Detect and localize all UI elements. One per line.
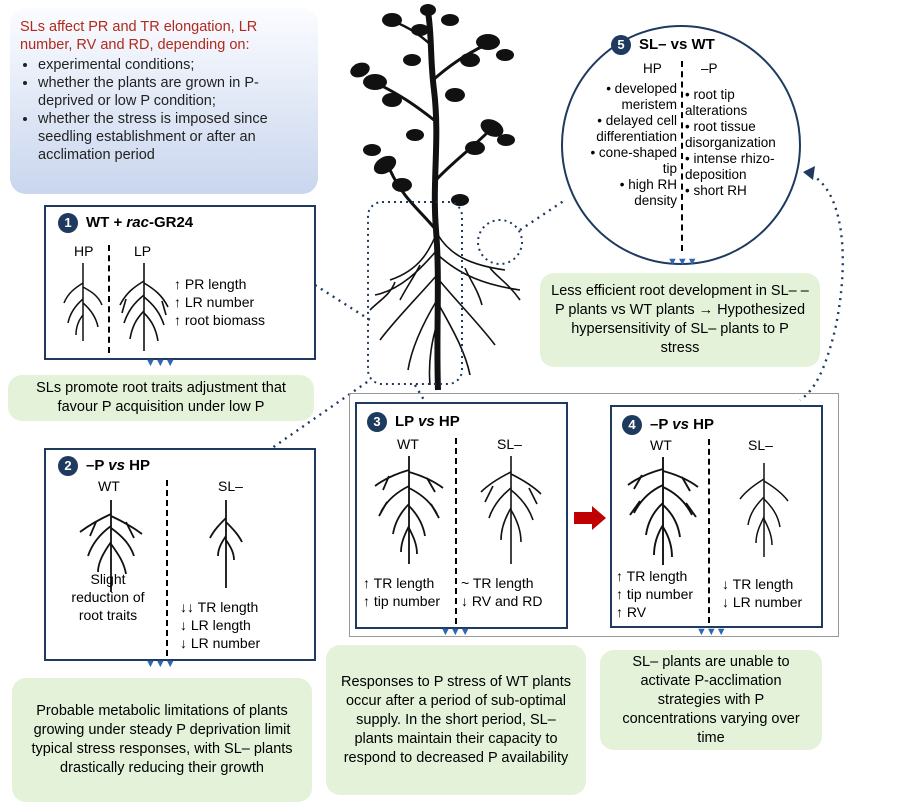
panel-4-col-left: WT [650, 437, 672, 453]
panel-4-left-traits: ↑ TR length ↑ tip number ↑ RV [616, 568, 694, 620]
panel-1 [44, 205, 316, 360]
panel-2-left-traits: Slight reduction of root traits [71, 571, 145, 623]
panel-1-connector: ▼▼▼ [145, 357, 175, 369]
panel-3-right-traits: ~ TR length ↓ RV and RD [461, 575, 543, 609]
panel-2-number: 2 [58, 456, 78, 476]
panel-5-divider [681, 61, 683, 251]
red-arrow-icon [574, 506, 606, 530]
panel-1-traits: ↑ PR length ↑ LR number ↑ root biomass [174, 276, 266, 328]
panel-1-divider [108, 245, 110, 353]
panel-1-lp-root [116, 263, 172, 353]
panel-5-col-left: HP [643, 61, 662, 76]
panel-4-connector: ▼▼▼ [696, 626, 726, 638]
panel-1-col-right: LP [134, 243, 152, 259]
panel-3-connector: ▼▼▼ [440, 626, 470, 638]
panel-1-hp-root [60, 263, 106, 343]
panel-2-summary: Probable metabolic limitations of plants growing under steady P deprivation limit typical stress responses, with SL– plants drastically reducing their growth [12, 678, 312, 802]
intro-bullet: • whether the stress is imposed since seedling establishment or after an acclimation period [38, 110, 308, 164]
panel-4-col-right: SL– [748, 437, 773, 453]
panel-5-summary: Less efficient root development in SL– –P plants vs WT plants → Hypothesized hypersensitivity of SL– plants to P stress [540, 273, 820, 367]
panel-3-number: 3 [367, 412, 387, 432]
panel-4 [610, 405, 823, 628]
panel-3 [355, 402, 568, 629]
panel-1-col-left: HP [74, 243, 94, 259]
panel-2-connector: ▼▼▼ [145, 658, 175, 670]
panel-5-connector: ▼▼▼ [667, 256, 697, 268]
panel-3-divider [455, 438, 457, 624]
panel-4-right-traits: ↓ TR length ↓ LR number [722, 576, 803, 610]
panel-5-col-right: –P [701, 61, 718, 76]
panel-3-title: 3 LP vs HP [367, 412, 460, 432]
panel-1-title: 1 WT + rac-GR24 [58, 213, 193, 233]
panel-3-col-left: WT [397, 436, 419, 452]
panel-4-title: 4 –P vs HP [622, 415, 714, 435]
panel-5-number: 5 [611, 35, 631, 55]
panel-2-col-left: WT [98, 478, 120, 494]
panel-4-wt-root [624, 457, 702, 567]
panel-2-sl-root [206, 500, 246, 590]
panel-3-col-right: SL– [497, 436, 522, 452]
panel-5-right-traits: • root tip alterations • root tissue disorganization • intense rhizo- deposition • short RH [685, 87, 776, 198]
panel-5-circle [561, 25, 801, 265]
panel-3-left-traits: ↑ TR length ↑ tip number [363, 575, 441, 609]
panel-4-summary: SL– plants are unable to activate P-acclimation strategies with P concentrations varying over time [600, 650, 822, 750]
panel-2-divider [166, 480, 168, 656]
intro-heading: SLs affect PR and TR elongation, LR number, RV and RD, depending on: [20, 19, 258, 53]
panel-1-number: 1 [58, 213, 78, 233]
panel-2-col-right: SL– [218, 478, 243, 494]
intro-bullet: • experimental conditions; [38, 56, 308, 74]
panel-1-summary: SLs promote root traits adjustment that favour P acquisition under low P [8, 375, 314, 421]
panel-5-title: 5 SL– vs WT [611, 35, 715, 55]
panel-3-sl-root [473, 456, 549, 566]
panel-4-number: 4 [622, 415, 642, 435]
panel-3-wt-root [371, 456, 447, 566]
panel-2-right-traits: ↓↓ TR length ↓ LR length ↓ LR number [180, 599, 261, 651]
panel-2-title: 2 –P vs HP [58, 456, 150, 476]
panel-3-summary: Responses to P stress of WT plants occur after a period of sub-optimal supply. In the short period, SL– plants maintain their capacity to respond to decreased P availability [326, 645, 586, 795]
panel-4-divider [708, 439, 710, 623]
panel-4-sl-root [734, 463, 794, 559]
panel-5-left-traits: • developed meristem • delayed cell differentiation • cone-shaped tip • high RH density [590, 81, 677, 208]
intro-bullet: • whether the plants are grown in P-deprived or low P condition; [38, 74, 308, 110]
panel-2 [44, 448, 316, 661]
